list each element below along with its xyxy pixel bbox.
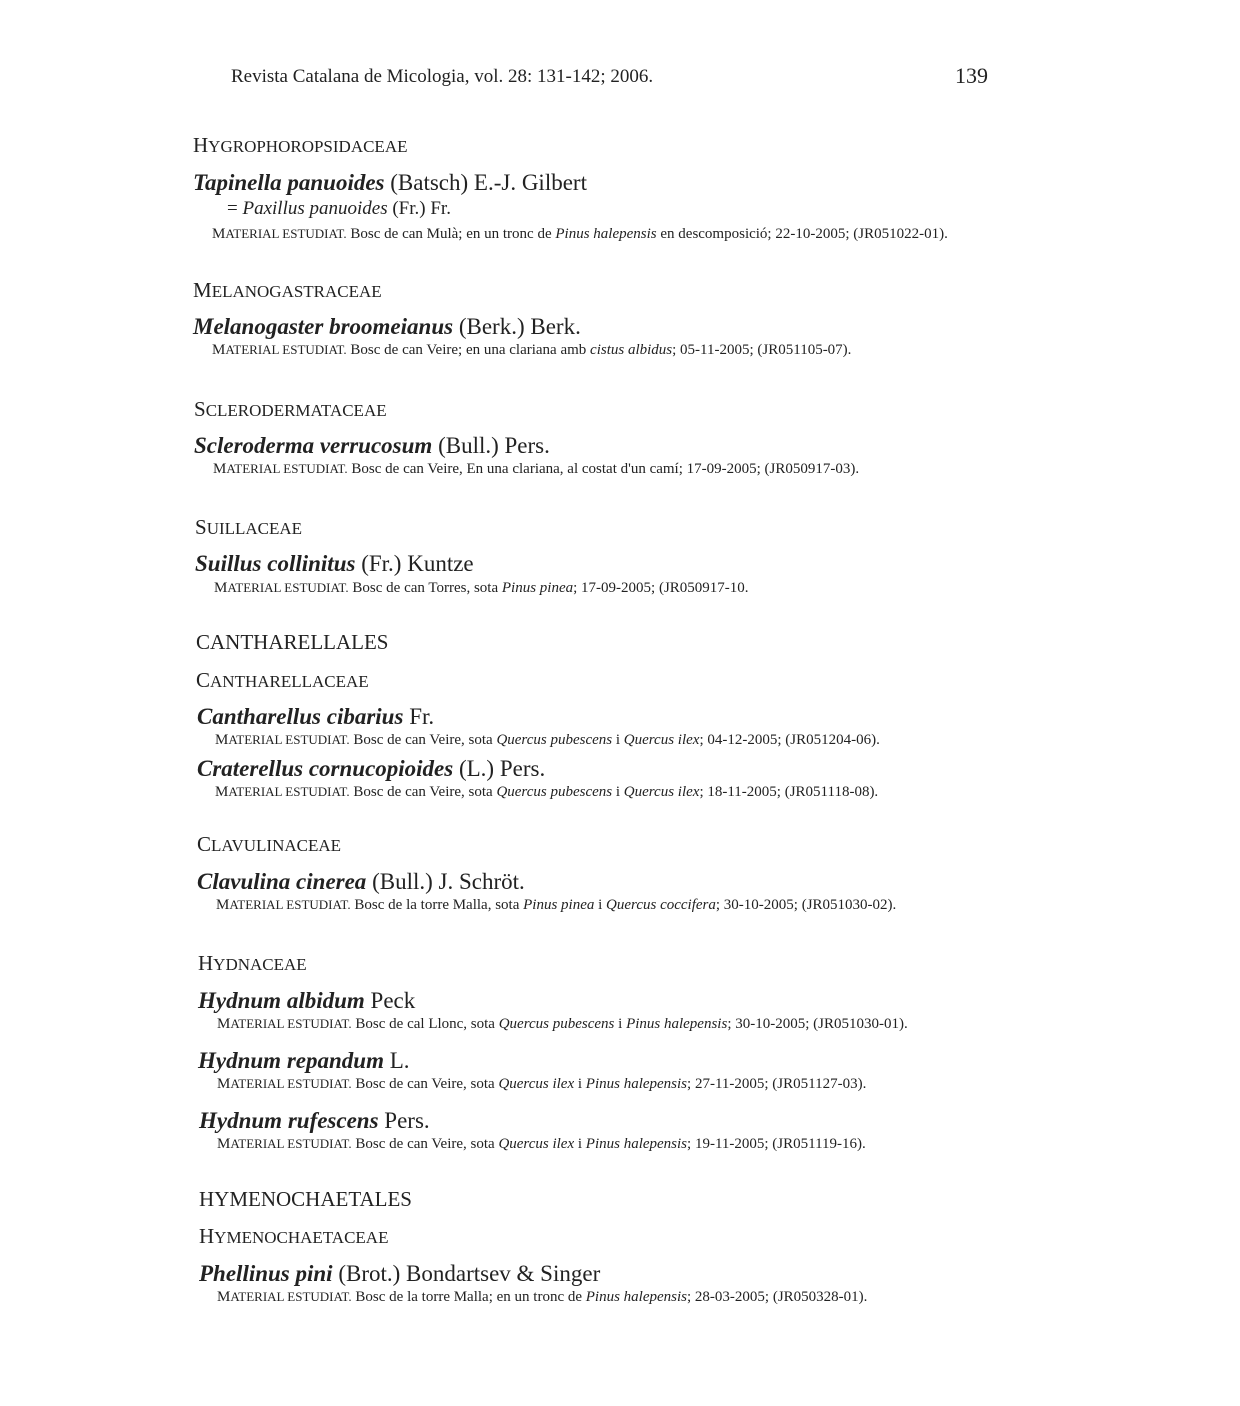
material-studied: MATERIAL ESTUDIAT. Bosc de can Veire, sota Quercus ilex i Pinus halepensis; 19-11-2005; (JR051119-16). [217, 1136, 866, 1152]
page-number: 139 [955, 63, 988, 88]
material-studied: MATERIAL ESTUDIAT. Bosc de can Torres, sota Pinus pinea; 17-09-2005; (JR050917-10. [214, 580, 749, 596]
species-name: Suillus collinitus (Fr.) Kuntze [195, 551, 474, 576]
species-name: Scleroderma verrucosum (Bull.) Pers. [194, 433, 550, 458]
synonym-line: = Paxillus panuoides (Fr.) Fr. [227, 198, 451, 219]
material-studied: MATERIAL ESTUDIAT. Bosc de can Veire, sota Quercus ilex i Pinus halepensis; 27-11-2005; (JR051127-03). [217, 1076, 867, 1092]
family-heading: MELANOGASTRACEAE [193, 278, 382, 302]
family-heading: HYGROPHOROPSIDACEAE [193, 133, 408, 157]
species-name: Tapinella panuoides (Batsch) E.-J. Gilbert [193, 170, 587, 195]
family-heading: CANTHARELLACEAE [196, 668, 369, 692]
species-name: Hydnum rufescens Pers. [199, 1108, 430, 1133]
species-name: Hydnum albidum Peck [198, 988, 416, 1013]
family-heading: HYDNACEAE [198, 951, 307, 975]
material-studied: MATERIAL ESTUDIAT. Bosc de la torre Malla, sota Pinus pinea i Quercus coccifera; 30-10-2005; (JR051030-02). [216, 897, 897, 913]
family-heading: CLAVULINACEAE [197, 832, 342, 856]
species-name: Melanogaster broomeianus (Berk.) Berk. [193, 314, 581, 339]
running-header: Revista Catalana de Micologia, vol. 28: 131-142; 2006. [231, 66, 654, 87]
family-heading: HYMENOCHAETACEAE [199, 1224, 389, 1248]
species-name: Phellinus pini (Brot.) Bondartsev & Singer [199, 1261, 601, 1286]
material-studied: MATERIAL ESTUDIAT. Bosc de can Veire; en una clariana amb cistus albidus; 05-11-2005; (JR051105-07). [212, 342, 852, 358]
species-name: Craterellus cornucopioides (L.) Pers. [197, 756, 546, 781]
material-studied: MATERIAL ESTUDIAT. Bosc de can Veire, sota Quercus pubescens i Quercus ilex; 18-11-2005; (JR051118-08). [215, 784, 879, 800]
material-studied: MATERIAL ESTUDIAT. Bosc de cal Llonc, sota Quercus pubescens i Pinus halepensis; 30-10-2005; (JR051030-01). [217, 1016, 908, 1032]
material-studied: MATERIAL ESTUDIAT. Bosc de can Veire, En una clariana, al costat d'un camí; 17-09-2005; (JR050917-03). [213, 461, 860, 477]
species-name: Cantharellus cibarius Fr. [197, 704, 435, 729]
material-studied: MATERIAL ESTUDIAT. Bosc de la torre Malla; en un tronc de Pinus halepensis; 28-03-2005; (JR050328-01). [217, 1289, 868, 1305]
material-studied: MATERIAL ESTUDIAT. Bosc de can Mulà; en un tronc de Pinus halepensis en descomposició; 22-10-2005; (JR051022-01). [212, 226, 948, 242]
order-heading: HYMENOCHAETALES [199, 1187, 412, 1211]
species-name: Hydnum repandum L. [198, 1048, 410, 1073]
material-studied: MATERIAL ESTUDIAT. Bosc de can Veire, sota Quercus pubescens i Quercus ilex; 04-12-2005; (JR051204-06). [215, 732, 880, 748]
species-name: Clavulina cinerea (Bull.) J. Schröt. [197, 869, 525, 894]
order-heading: CANTHARELLALES [196, 630, 389, 654]
family-heading: SCLERODERMATACEAE [194, 397, 387, 421]
family-heading: SUILLACEAE [195, 515, 303, 539]
